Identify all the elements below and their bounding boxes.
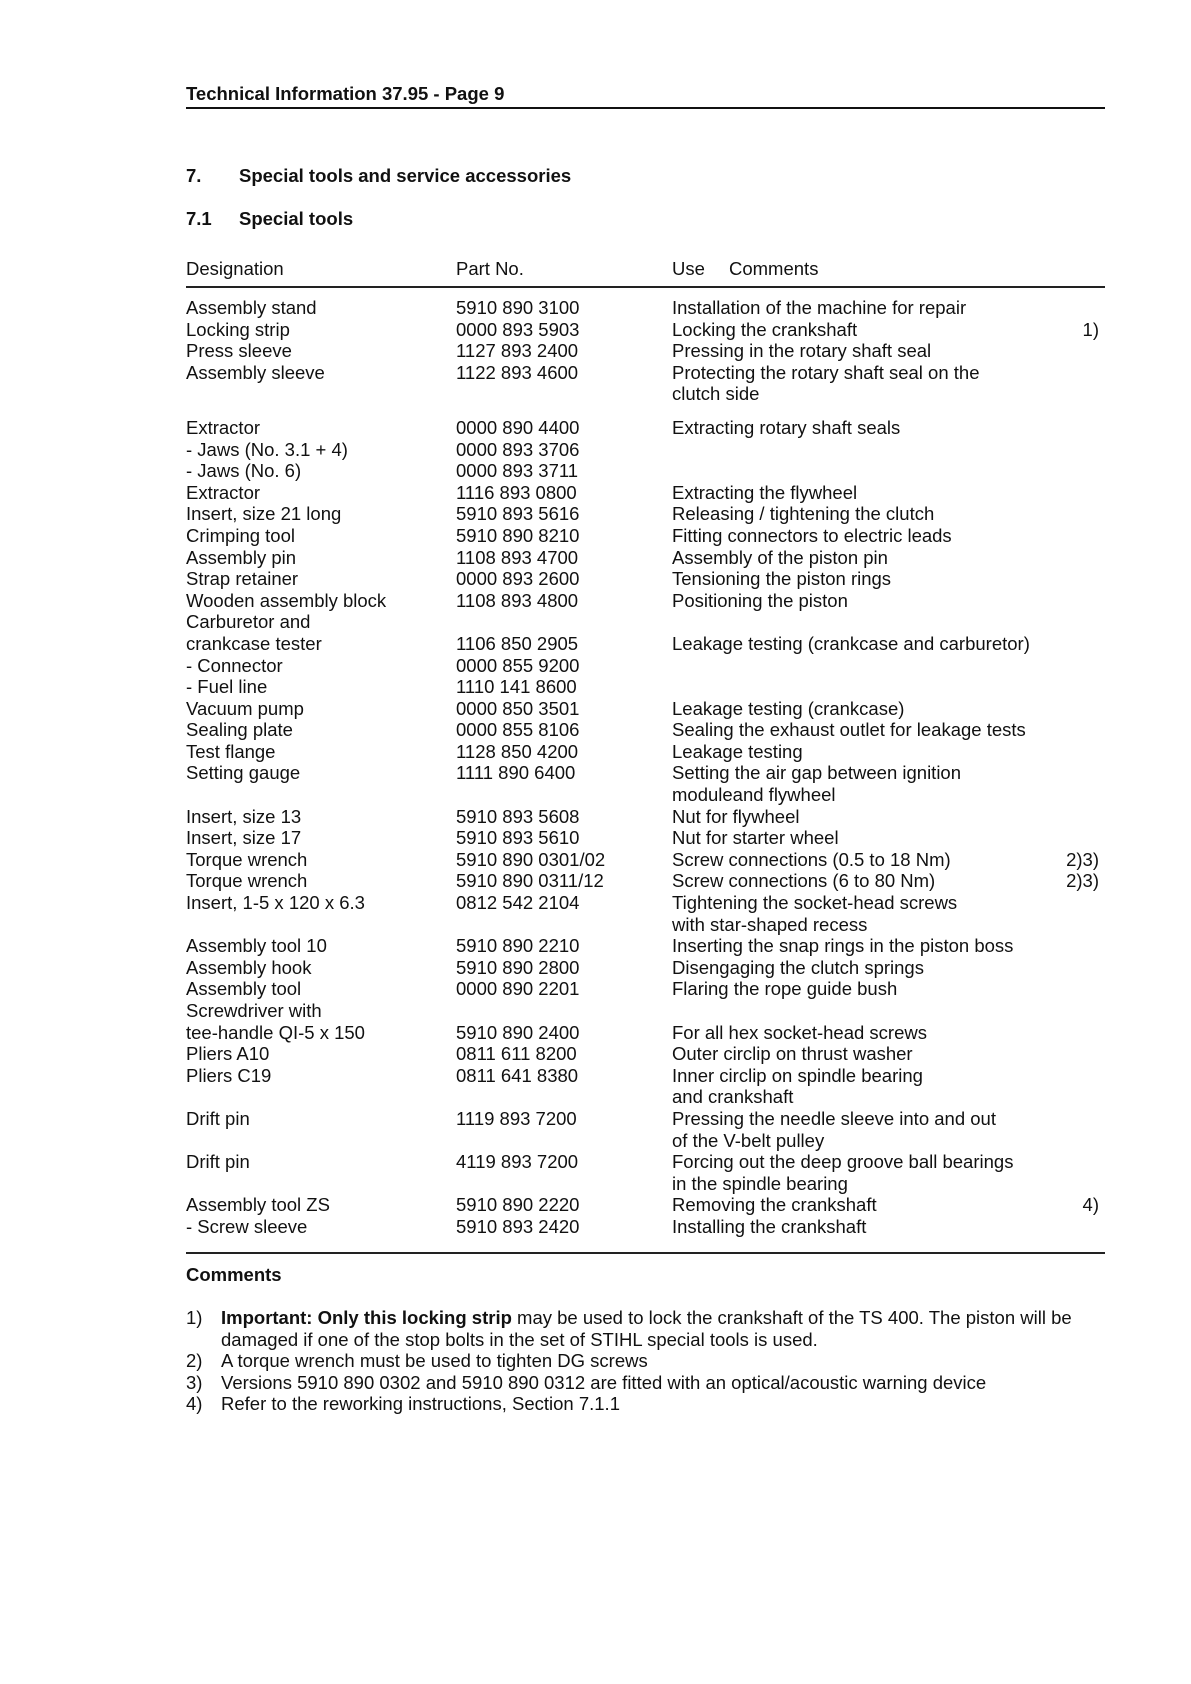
comment-note [186,1307,1105,1350]
table-row [186,362,1105,405]
use-cell-line: Leakage testing (crankcase) [672,697,905,719]
use-cell [672,503,1062,525]
use-cell-line [672,611,1062,633]
designation-cell-line: - Screw sleeve [186,1215,308,1237]
use-cell [672,655,1062,677]
part-number-cell-line: 1108 893 4800 [456,589,579,611]
use-cell-line: Leakage testing (crankcase and carburetor) [672,632,1030,654]
designation-cell [186,676,267,698]
use-cell [672,1216,1062,1238]
table-row [186,1216,1105,1238]
use-cell-line: with star-shaped recess [672,913,868,935]
table-row [186,1065,1105,1108]
subsection-number: 7.1 [186,208,212,229]
designation-cell [186,503,341,525]
designation-cell [186,525,295,547]
part-number-cell-line: 0811 641 8380 [456,1064,579,1086]
table-row [186,417,1105,439]
use-cell-line: Outer circlip on thrust washer [672,1043,913,1065]
designation-cell [186,1043,269,1065]
designation-cell [186,827,301,849]
section-title: Special tools and service accessories [239,165,572,186]
designation-cell [186,590,386,612]
designation-cell-line: Assembly tool ZS [186,1194,330,1216]
designation-cell [186,1151,250,1173]
use-cell [672,1108,1062,1151]
comment-ref-cell: 2)3) [1066,848,1099,870]
use-cell [672,676,1062,698]
designation-cell [186,719,293,741]
use-cell [672,297,1062,319]
use-cell-line: Tensioning the piston rings [672,568,892,590]
part-number-cell [456,547,578,569]
designation-cell-line: Pliers C19 [186,1064,272,1086]
part-number-cell [456,503,579,525]
use-cell [672,439,1062,461]
designation-cell [186,698,304,720]
use-cell [672,1065,1062,1108]
designation-cell [186,340,292,362]
use-cell [672,547,1062,569]
use-cell-line: of the V-belt pulley [672,1129,825,1151]
part-number-cell-line [456,1000,579,1022]
use-cell-line: Locking the crankshaft [672,318,858,340]
part-number-cell-line: 1106 850 2905 [456,632,579,654]
part-number-cell [456,319,579,341]
use-cell [672,1151,1062,1194]
table-row [186,762,1105,805]
use-cell-line: in the spindle bearing [672,1172,848,1194]
use-cell-line: Tightening the socket-head screws [672,892,958,914]
note-number: 2) [186,1350,203,1372]
part-number-cell [456,417,579,439]
use-cell-line: Forcing out the deep groove ball bearings [672,1151,1014,1173]
part-number-cell-line: 5910 890 8210 [456,524,580,546]
designation-cell-line: Assembly pin [186,546,297,568]
designation-cell [186,1216,307,1238]
table-row [186,655,1105,677]
part-number-cell-line: 1127 893 2400 [456,340,579,362]
part-number-cell-line: 0811 611 8200 [456,1043,577,1065]
use-cell-line: Installing the crankshaft [672,1215,867,1237]
part-number-cell [456,482,577,504]
use-cell-line: Nut for flywheel [672,805,800,827]
use-cell [672,870,1062,892]
use-cell-line: Removing the crankshaft [672,1194,877,1216]
note-text: may be used to lock the crankshaft of the TS 400. The piston will be damaged if one of the stop bolts in the set of STIHL special tools is used. [221,1307,1072,1350]
part-number-cell-line: 5910 893 5608 [456,805,580,827]
use-cell-line: Setting the air gap between ignition [672,762,962,784]
table-row [186,1108,1105,1151]
note-number: 4) [186,1393,203,1415]
table-header-rule [186,286,1105,288]
designation-cell-line: Wooden assembly block [186,589,387,611]
part-number-cell [456,741,578,763]
part-number-cell-line: 5910 890 2800 [456,956,580,978]
use-cell-line [672,460,1062,482]
use-cell-line: Pressing in the rotary shaft seal [672,340,932,362]
part-number-cell [456,655,579,677]
designation-cell-line: - Jaws (No. 3.1 + 4) [186,438,348,460]
table-row [186,719,1105,741]
designation-cell [186,547,296,569]
use-cell-line: clutch side [672,383,760,405]
comment-ref-cell: 4) [1082,1194,1099,1216]
use-cell [672,719,1062,741]
part-number-cell [456,698,579,720]
designation-cell [186,935,327,957]
designation-cell-line: Insert, size 17 [186,827,302,849]
table-row [186,741,1105,763]
table-row [186,482,1105,504]
use-cell-line: Screw connections (0.5 to 18 Nm) [672,848,951,870]
part-number-cell-line: 0000 855 9200 [456,654,580,676]
designation-cell-line: Insert, 1-5 x 120 x 6.3 [186,892,365,914]
part-number-cell [456,362,578,384]
use-cell [672,698,1062,720]
part-number-cell [456,611,578,654]
part-number-cell-line: 0000 890 2201 [456,978,580,1000]
use-cell [672,417,1062,439]
use-cell [672,849,1062,871]
designation-cell-line: Drift pin [186,1151,250,1173]
use-cell [672,978,1062,1000]
use-cell-line: Releasing / tightening the clutch [672,503,935,525]
note-text: A torque wrench must be used to tighten DG screws [221,1350,648,1372]
designation-cell [186,892,365,914]
designation-cell [186,655,283,677]
special-tools-table [186,297,1105,1238]
designation-cell-line: Strap retainer [186,568,299,590]
use-cell-line: Nut for starter wheel [672,827,839,849]
designation-cell [186,1194,330,1216]
designation-cell [186,978,301,1000]
note-number: 3) [186,1371,203,1393]
use-cell [672,957,1062,979]
use-cell-line: For all hex socket-head screws [672,1021,927,1043]
part-number-cell [456,568,579,590]
table-row [186,340,1105,362]
use-cell-line: Fitting connectors to electric leads [672,524,952,546]
column-header-comments: Comments [729,258,819,279]
use-cell [672,1043,1062,1065]
designation-cell-line: Extractor [186,416,261,438]
table-row [186,698,1105,720]
part-number-cell [456,460,578,482]
note-text: Versions 5910 890 0302 and 5910 890 0312 are fitted with an optical/acoustic warning device [221,1371,987,1393]
designation-cell-line: crankcase tester [186,632,322,654]
use-cell-line: Leakage testing [672,740,803,762]
use-cell [672,1000,1062,1043]
part-number-cell-line: 5910 893 5616 [456,503,580,525]
designation-cell [186,568,298,590]
designation-cell-line: Vacuum pump [186,697,304,719]
designation-cell-line: Setting gauge [186,762,301,784]
use-cell-line: and crankshaft [672,1086,794,1108]
part-number-cell-line: 1116 893 0800 [456,481,577,503]
part-number-cell-line: 5910 890 2400 [456,1021,580,1043]
part-number-cell [456,590,578,612]
table-row [186,611,1105,654]
comments-list [186,1307,1105,1415]
note-emphasis: Important: Only this locking strip [221,1307,512,1328]
part-number-cell [456,1194,579,1216]
table-row [186,827,1105,849]
part-number-cell-line: 0000 893 3711 [456,460,579,482]
part-number-cell-line: 0000 890 4400 [456,416,580,438]
table-row [186,319,1105,341]
part-number-cell [456,1043,577,1065]
subsection-title: Special tools [239,208,354,229]
designation-cell-line: Locking strip [186,318,290,340]
part-number-cell-line: 4119 893 7200 [456,1151,579,1173]
part-number-cell [456,1065,578,1087]
designation-cell [186,439,348,461]
table-row [186,1194,1105,1216]
table-row [186,1043,1105,1065]
comment-note [186,1372,1105,1394]
table-row [186,892,1105,935]
section-number: 7. [186,165,202,186]
part-number-cell [456,1108,577,1130]
table-row [186,439,1105,461]
use-cell [672,340,1062,362]
use-cell-line: Positioning the piston [672,589,848,611]
comment-note [186,1350,1105,1372]
part-number-cell-line [456,611,578,633]
part-number-cell [456,870,604,892]
use-cell-line: Protecting the rotary shaft seal on the [672,361,980,383]
header-rule [186,107,1105,109]
use-cell [672,568,1062,590]
use-cell-line: Inner circlip on spindle bearing [672,1064,923,1086]
use-cell-line [672,676,1062,698]
part-number-cell [456,1000,579,1043]
part-number-cell [456,762,575,784]
use-cell [672,827,1062,849]
part-number-cell-line: 5910 890 0301/02 [456,848,606,870]
designation-cell-line: Drift pin [186,1107,250,1129]
table-row [186,460,1105,482]
table-row [186,957,1105,979]
use-cell-line: Extracting rotary shaft seals [672,416,901,438]
use-cell [672,319,1062,341]
table-row [186,503,1105,525]
table-row [186,590,1105,612]
part-number-cell [456,827,579,849]
part-number-cell-line: 0000 850 3501 [456,697,580,719]
part-number-cell [456,806,579,828]
designation-cell-line: Insert, size 13 [186,805,302,827]
part-number-cell-line: 1108 893 4700 [456,546,579,568]
table-row [186,870,1105,892]
part-number-cell-line: 1111 890 6400 [456,762,576,784]
page-header: Technical Information 37.95 - Page 9 [186,83,505,104]
designation-cell-line: Assembly hook [186,956,312,978]
table-row [186,849,1105,871]
part-number-cell [456,297,579,319]
use-cell-line: Pressing the needle sleeve into and out [672,1107,996,1129]
use-cell-line [672,1000,1062,1022]
table-row [186,1151,1105,1194]
designation-cell-line: Carburetor and [186,611,311,633]
designation-cell-line: Pliers A10 [186,1043,270,1065]
designation-cell [186,741,275,763]
use-cell-line [672,655,1062,677]
part-number-cell-line: 0812 542 2104 [456,892,580,914]
use-cell [672,482,1062,504]
part-number-cell-line: 5910 893 5610 [456,827,580,849]
designation-cell-line: Extractor [186,481,261,503]
use-cell-line: Screw connections (6 to 80 Nm) [672,870,936,892]
use-cell-line: Inserting the snap rings in the piston boss [672,935,1014,957]
designation-cell [186,482,260,504]
part-number-cell [456,340,578,362]
comments-heading: Comments [186,1264,282,1285]
use-cell-line: Extracting the flywheel [672,481,858,503]
use-cell [672,762,1062,805]
designation-cell-line: Torque wrench [186,870,308,892]
part-number-cell [456,1216,579,1238]
designation-cell [186,1108,250,1130]
use-cell-line: Flaring the rope guide bush [672,978,898,1000]
table-row [186,568,1105,590]
use-cell [672,460,1062,482]
designation-cell-line: Press sleeve [186,340,292,362]
part-number-cell-line: 1110 141 8600 [456,676,577,698]
part-number-cell-line: 5910 890 2210 [456,935,580,957]
designation-cell-line: Torque wrench [186,848,308,870]
designation-cell-line: Crimping tool [186,524,295,546]
part-number-cell [456,719,579,741]
part-number-cell-line: 1119 893 7200 [456,1107,577,1129]
designation-cell [186,762,300,784]
use-cell [672,525,1062,547]
table-row [186,1000,1105,1043]
designation-cell [186,806,301,828]
designation-cell-line: Insert, size 21 long [186,503,342,525]
table-row [186,935,1105,957]
designation-cell [186,362,325,384]
designation-cell-line: tee-handle QI-5 x 150 [186,1021,365,1043]
use-cell-line: Sealing the exhaust outlet for leakage tests [672,719,1026,741]
use-cell [672,892,1062,935]
designation-cell [186,957,311,979]
part-number-cell [456,849,605,871]
part-number-cell-line: 0000 855 8106 [456,719,580,741]
designation-cell-line: Assembly tool 10 [186,935,327,957]
part-number-cell [456,525,579,547]
designation-cell [186,1000,365,1043]
table-row [186,806,1105,828]
part-number-cell-line: 5910 893 2420 [456,1215,580,1237]
use-cell-line [672,439,1062,461]
designation-cell [186,870,307,892]
comment-ref-cell: 1) [1082,318,1099,340]
table-bottom-rule [186,1252,1105,1254]
part-number-cell-line: 5910 890 0311/12 [456,870,604,892]
designation-cell [186,297,317,319]
use-cell [672,935,1062,957]
part-number-cell-line: 0000 893 3706 [456,438,580,460]
designation-cell [186,1065,271,1087]
use-cell [672,741,1062,763]
designation-cell-line: - Fuel line [186,676,268,698]
use-cell-line: Assembly of the piston pin [672,546,888,568]
column-header-part-no: Part No. [456,258,524,279]
use-cell-line: moduleand flywheel [672,784,836,806]
comment-note [186,1393,1105,1415]
part-number-cell-line: 0000 893 5903 [456,318,580,340]
column-header-use: Use [672,258,705,279]
designation-cell-line: Screwdriver with [186,1000,322,1021]
use-cell [672,362,1062,405]
designation-cell [186,849,307,871]
part-number-cell-line: 1122 893 4600 [456,361,579,383]
part-number-cell-line: 0000 893 2600 [456,568,580,590]
part-number-cell [456,1151,578,1173]
part-number-cell [456,978,579,1000]
table-row [186,978,1105,1000]
note-number: 1) [186,1307,203,1328]
part-number-cell [456,957,579,979]
use-cell [672,1194,1062,1216]
designation-cell-line: Assembly stand [186,297,317,318]
table-row [186,547,1105,569]
use-cell [672,806,1062,828]
column-header-designation: Designation [186,258,284,279]
use-cell-line: Disengaging the clutch springs [672,956,924,978]
designation-cell-line: Test flange [186,740,276,762]
comment-ref-cell: 2)3) [1066,870,1099,892]
designation-cell-line: Assembly sleeve [186,361,325,383]
designation-cell [186,319,290,341]
designation-cell-line: Assembly tool [186,978,302,1000]
table-row [186,676,1105,698]
part-number-cell-line: 5910 890 2220 [456,1194,580,1216]
part-number-cell [456,439,579,461]
designation-cell [186,460,301,482]
designation-cell-line: - Connector [186,654,283,676]
note-text: Refer to the reworking instructions, Section 7.1.1 [221,1393,620,1415]
table-row [186,297,1105,319]
table-row [186,525,1105,547]
designation-cell [186,417,260,439]
designation-cell-line: - Jaws (No. 6) [186,460,302,482]
part-number-cell-line: 1128 850 4200 [456,740,579,762]
use-cell-line: Installation of the machine for repair [672,297,967,318]
designation-cell-line: Sealing plate [186,719,293,741]
part-number-cell-line: 5910 890 3100 [456,297,580,318]
part-number-cell [456,935,579,957]
part-number-cell [456,892,579,914]
designation-cell [186,611,322,654]
part-number-cell [456,676,577,698]
use-cell [672,590,1062,612]
use-cell [672,611,1062,654]
